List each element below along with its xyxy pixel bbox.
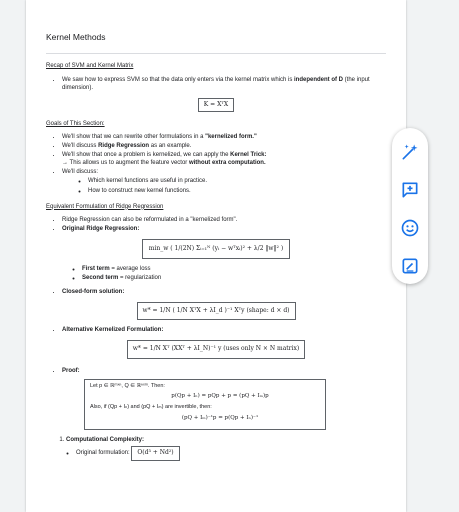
side-action-toolbar (392, 128, 428, 284)
sub-list-item: ◦ Original formulation: O(d³ + Nd²) (76, 446, 386, 460)
kernelized-equation: w* = 1/N Xᵀ (XXᵀ + λI_N)⁻¹ y (uses only N × N matrix) (127, 340, 305, 358)
ridge-objective-equation: min_w ( 1/(2N) Σᵢ₌₁ᴺ (yᵢ − wᵀxᵢ)² + λ/2 ‖w‖² ) (142, 239, 290, 259)
document-body[interactable] (46, 32, 386, 462)
list-item: • Ridge Regression can also be reformulated in a "kernelized form". (62, 216, 386, 224)
add-comment-icon[interactable] (400, 180, 420, 200)
list-item: • Proof: (62, 367, 386, 375)
section-heading-recap: Recap of SVM and Kernel Matrix (46, 63, 134, 70)
suggest-edit-icon[interactable] (400, 256, 420, 276)
list-item: • We'll show that once a problem is kernelized, we can apply the Kernel Trick: → This allows us to augment the feature vector without extra computation. (62, 151, 386, 167)
sub-list-item: ◦ How to construct new kernel functions. (88, 187, 386, 195)
section-heading-ridge: Equivalent Formulation of Ridge Regression (46, 203, 164, 210)
ridge-list (46, 216, 386, 233)
section-heading-goals: Goals of This Section: (46, 120, 105, 127)
term-list (46, 265, 386, 282)
emoji-icon[interactable] (400, 218, 420, 238)
sub-list-item: ◦ First term = average loss (82, 265, 386, 273)
list-item: • We'll discuss Ridge Regression as an example. (62, 142, 386, 150)
list-item: • We'll show that we can rewrite other formulations in a "kernelized form." (62, 133, 386, 141)
proof-box: Let p ∈ ℝᵐˣⁿ, Q ∈ ℝⁿˣᵐ. Then: p(Qp + Iₙ) = pQp + p = (pQ + Iₘ)p Also, if (Qp + Iₙ) and (pQ + Iₘ) are invertible, then: (pQ + Iₘ)⁻¹p = p(Qp + Iₙ)⁻¹ (84, 379, 326, 431)
sub-list-item: ◦ Which kernel functions are useful in practice. (88, 177, 386, 185)
divider (46, 53, 386, 54)
list-item: • Original Ridge Regression: (62, 225, 386, 233)
page-title: Kernel Methods (46, 32, 106, 42)
recap-list (46, 76, 386, 92)
document-page[interactable] (26, 0, 406, 512)
list-item: • Closed-form solution: (62, 288, 386, 296)
kernel-equation: K = XᵀX (198, 98, 234, 112)
list-item: • Alternative Kernelized Formulation: (62, 326, 386, 334)
edit-sparkle-icon[interactable] (400, 142, 420, 162)
list-item: • We'll discuss: ◦ Which kernel functions are useful in practice. ◦ How to construct new kernel functions. (62, 168, 386, 194)
goals-list (46, 133, 386, 195)
numbered-item: 1. Computational Complexity: ◦ Original formulation: O(d³ + Nd²) (66, 436, 386, 460)
closed-form-equation: w* = 1/N ( 1/N XᵀX + λI_d )⁻¹ Xᵀy (shape: d × d) (137, 302, 296, 320)
sub-list-item: ◦ Second term = regularization (82, 274, 386, 282)
list-item: • We saw how to express SVM so that the data only enters via the kernel matrix which is independent of D (the input dimension). (62, 76, 386, 92)
